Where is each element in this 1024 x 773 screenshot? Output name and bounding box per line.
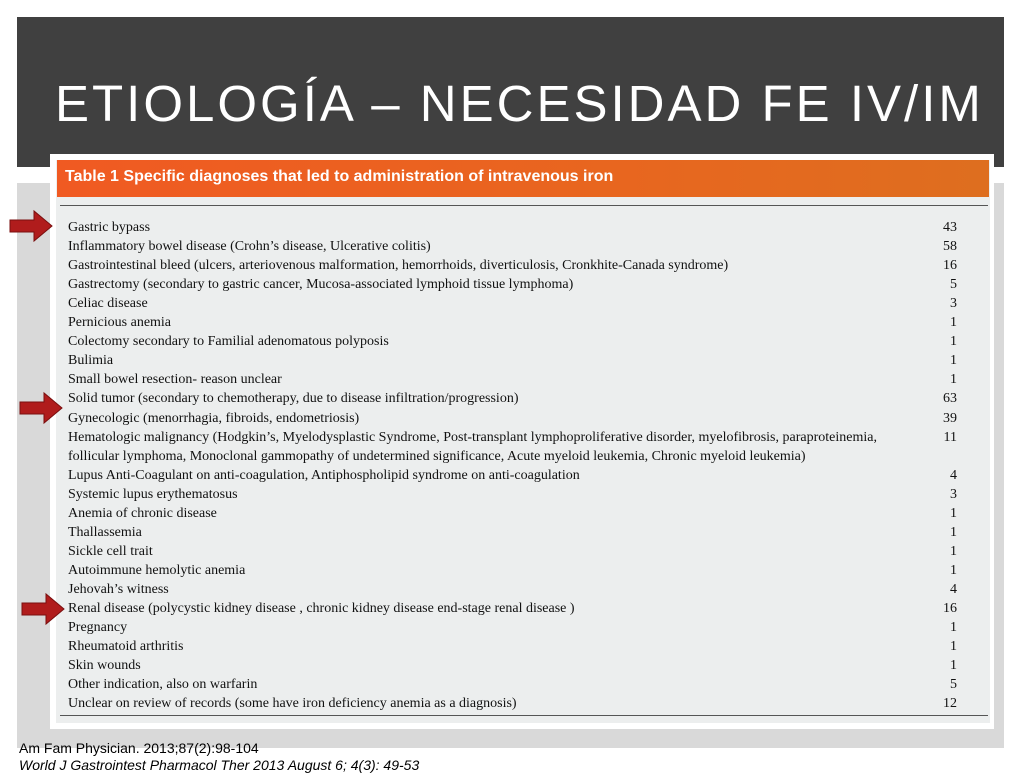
diagnosis-label: Gynecologic (menorrhagia, fibroids, endometriosis) <box>68 410 360 426</box>
diagnosis-label: Anemia of chronic disease <box>68 505 217 521</box>
citation-world-j-gastro: World J Gastrointest Pharmacol Ther 2013 August 6; 4(3): 49-53 <box>19 757 420 773</box>
citation-am-fam-physician: Am Fam Physician. 2013;87(2):98-104 <box>19 740 259 756</box>
diagnosis-label: Pregnancy <box>68 620 128 636</box>
diagnosis-label: follicular lymphoma, Monoclonal gammopathy of undetermined significance, Acute myeloid leukemia, Chronic myeloid leukemia) <box>68 448 806 464</box>
diagnosis-count: 3 <box>950 486 957 502</box>
diagnosis-label: Small bowel resection- reason unclear <box>68 372 282 388</box>
diagnosis-label: Autoimmune hemolytic anemia <box>68 562 246 578</box>
slide-title: ETIOLOGÍA – NECESIDAD FE IV/IM <box>55 75 984 132</box>
diagnosis-label: Systemic lupus erythematosus <box>68 486 238 502</box>
diagnosis-label: Inflammatory bowel disease (Crohn’s disease, Ulcerative colitis) <box>68 239 431 255</box>
diagnosis-label: Skin wounds <box>68 658 141 674</box>
diagnosis-count: 1 <box>950 524 957 540</box>
diagnosis-label: Solid tumor (secondary to chemotherapy, due to disease infiltration/progression) <box>68 391 519 407</box>
table-rule-bottom <box>60 715 988 716</box>
diagnosis-label: Lupus Anti-Coagulant on anti-coagulation, Antiphospholipid syndrome on anti-coagulation <box>68 467 580 483</box>
diagnosis-count: 1 <box>950 505 957 521</box>
diagnosis-label: Pernicious anemia <box>68 315 172 331</box>
arrow-right-icon <box>18 390 64 426</box>
diagnosis-label: Gastrointestinal bleed (ulcers, arteriovenous malformation, hemorrhoids, diverticulosis, Cronkhite-Canada syndrome) <box>68 258 729 274</box>
diagnosis-label: Hematologic malignancy (Hodgkin’s, Myelodysplastic Syndrome, Post-transplant lymphoproliferative disorder, myelofibrosis, paraproteinemia, <box>68 429 877 445</box>
diagnosis-count: 16 <box>943 601 957 616</box>
diagnosis-count: 5 <box>950 677 957 693</box>
diagnosis-count: 11 <box>943 429 957 445</box>
diagnosis-label: Celiac disease <box>68 296 148 312</box>
diagnosis-count: 1 <box>950 315 957 331</box>
diagnosis-count: 4 <box>950 467 957 483</box>
diagnosis-count: 3 <box>950 296 957 312</box>
diagnosis-count: 1 <box>950 372 957 388</box>
diagnosis-count: 1 <box>950 658 957 674</box>
diagnosis-count: 39 <box>943 410 957 426</box>
diagnosis-label: Gastric bypass <box>68 220 151 235</box>
diagnosis-label: Bulimia <box>68 353 114 369</box>
diagnosis-label: Unclear on review of records (some have iron deficiency anemia as a diagnosis) <box>68 696 517 712</box>
diagnosis-count: 1 <box>950 353 957 369</box>
diagnosis-count: 1 <box>950 562 957 578</box>
diagnosis-label: Sickle cell trait <box>68 543 153 559</box>
diagnosis-count: 58 <box>943 239 957 255</box>
arrow-right-icon <box>20 591 66 627</box>
arrow-right-icon <box>8 208 54 244</box>
diagnosis-count: 16 <box>943 258 957 274</box>
diagnosis-label: Renal disease (polycystic kidney disease , chronic kidney disease end-stage renal disease ) <box>68 601 575 616</box>
diagnosis-count: 1 <box>950 543 957 559</box>
diagnosis-label: Gastrectomy (secondary to gastric cancer, Mucosa-associated lymphoid tissue lymphoma) <box>68 277 574 293</box>
diagnosis-count: 63 <box>943 391 957 407</box>
diagnosis-count: 1 <box>950 620 957 636</box>
diagnosis-count: 12 <box>943 696 957 712</box>
table-caption: Table 1 Specific diagnoses that led to administration of intravenous iron <box>65 168 614 185</box>
diagnosis-count: 1 <box>950 334 957 350</box>
diagnosis-count: 43 <box>943 220 957 235</box>
diagnosis-count: 4 <box>950 581 957 597</box>
diagnosis-count: 5 <box>950 277 957 293</box>
diagnosis-label: Rheumatoid arthritis <box>68 639 184 655</box>
diagnosis-label: Jehovah’s witness <box>68 581 169 597</box>
diagnosis-label: Other indication, also on warfarin <box>68 677 258 693</box>
diagnosis-count: 1 <box>950 639 957 655</box>
table-rule-top <box>60 205 988 206</box>
diagnosis-label: Thallassemia <box>68 524 142 540</box>
diagnosis-label: Colectomy secondary to Familial adenomatous polyposis <box>68 334 389 350</box>
